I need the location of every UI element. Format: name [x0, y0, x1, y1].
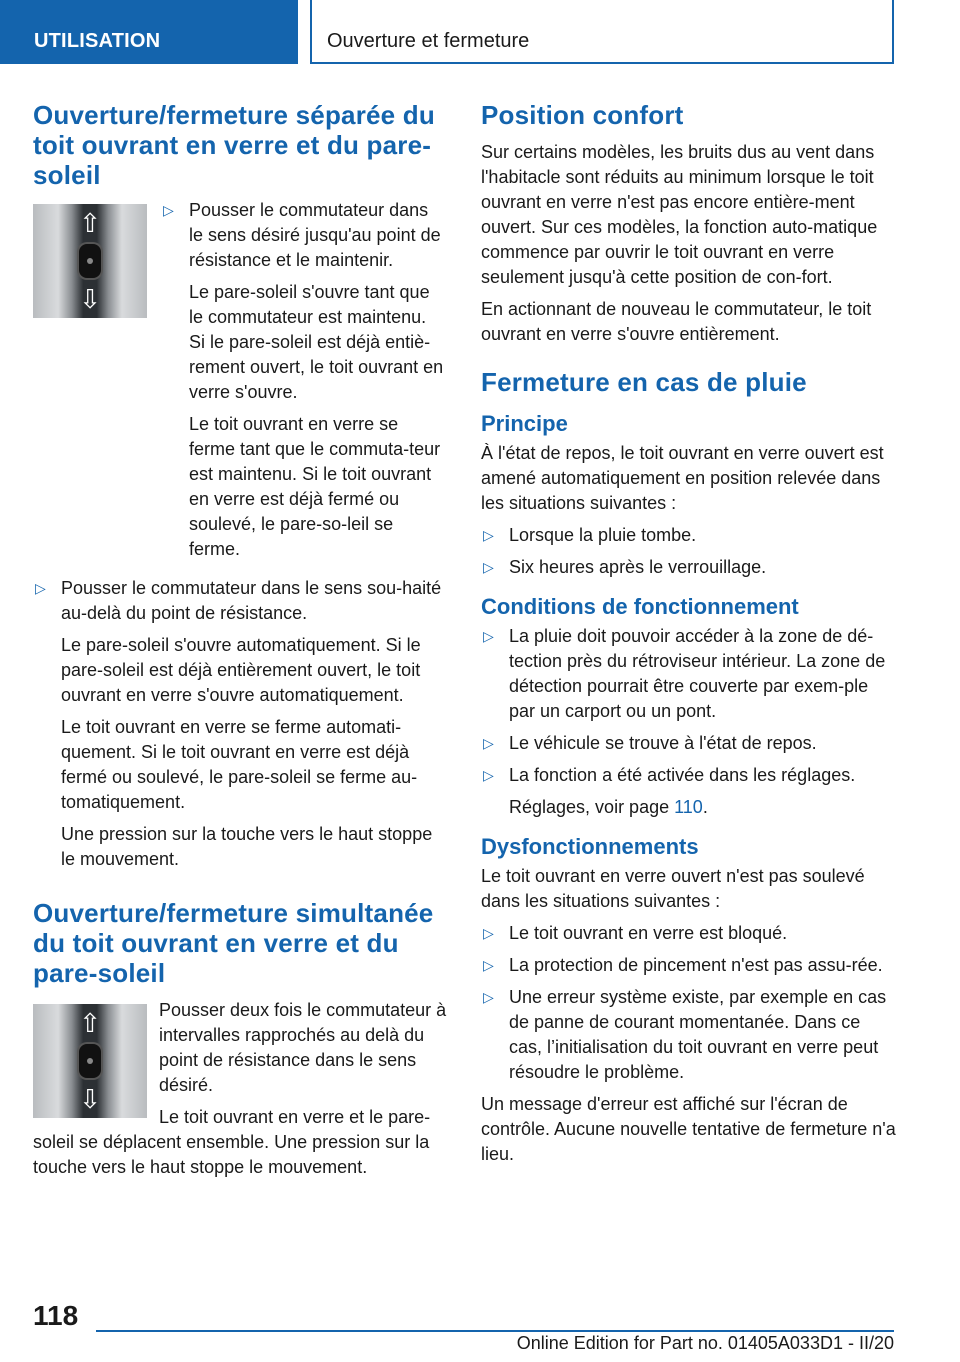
paragraph: Pousser le commutateur dans le sens sou-haité au-delà du point de résistance.	[61, 578, 442, 623]
switch-button-icon	[79, 244, 101, 278]
bullet-triangle-icon: ▷	[35, 580, 46, 596]
list-item	[33, 576, 447, 872]
simultaneous-block	[33, 998, 447, 1180]
subsection-title-principle: Principe	[481, 411, 568, 436]
paragraph: Une pression sur la touche vers le haut stoppe le mouvement.	[61, 824, 433, 869]
arrow-down-icon: ⇩	[79, 1084, 101, 1114]
paragraph: Le toit ouvrant en verre et le pare-soleil se déplacent ensemble. Une pression sur la touche vers le haut stoppe le mouvement.	[33, 1107, 431, 1177]
list-item: ▷ Lorsque la pluie tombe.	[481, 523, 896, 548]
bullet-triangle-icon: ▷	[483, 989, 494, 1005]
paragraph: À l'état de repos, le toit ouvrant en verre ouvert est amené automatiquement en position relevée dans les situations suivantes :	[481, 443, 884, 513]
header-section-label: UTILISATION	[34, 30, 161, 52]
list-item: ▷ Le toit ouvrant en verre est bloqué.	[481, 921, 896, 946]
bullet-triangle-icon: ▷	[483, 559, 494, 575]
header-title-box	[310, 0, 894, 64]
footer-edition: Online Edition for Part no. 01405A033D1 - II/20	[516, 1333, 894, 1353]
paragraph: Un message d'erreur est affiché sur l'écran de contrôle. Aucune nouvelle tentative de fermeture n'a lieu.	[481, 1094, 896, 1164]
subsection-title-malfunctions: Dysfonctionnements	[481, 834, 699, 859]
subsection-title-conditions: Conditions de fonctionnement	[481, 594, 799, 619]
section-title-separate: Ouverture/fermeture séparée du toit ouvrant en verre et du pare-soleil	[33, 100, 435, 190]
bullet-triangle-icon: ▷	[483, 925, 494, 941]
header-title: Ouverture et fermeture	[327, 30, 530, 52]
bullet-triangle-icon: ▷	[483, 628, 494, 644]
bullet-triangle-icon: ▷	[483, 735, 494, 751]
page-reference: Réglages, voir page 110.	[509, 797, 708, 817]
header-section-tab	[0, 0, 298, 64]
list-item: ▷ La fonction a été activée dans les réglages. Réglages, voir page 110.	[481, 763, 896, 820]
paragraph: Le pare-soleil s'ouvre tant que le commutateur est maintenu. Si le pare-soleil est déjà entiè-rement ouvert, le toit ouvrant en verre s'ouvre.	[189, 282, 444, 402]
section-title-comfort: Position confort	[481, 100, 684, 130]
list-item	[161, 198, 447, 569]
roof-switch-image-2	[33, 1004, 147, 1118]
list-item: ▷ Six heures après le verrouillage.	[481, 555, 896, 580]
bullet-triangle-icon: ▷	[483, 767, 494, 783]
list-item: ▷ La pluie doit pouvoir accéder à la zone de dé-tection près du rétroviseur intérieur. La zone de détection pourrait être couverte par exem-ple par un carport ou un pont.	[483, 626, 886, 721]
separate-block	[33, 200, 447, 576]
list-item: ▷ Le véhicule se trouve à l'état de repos.	[481, 731, 896, 756]
footer-divider	[96, 1330, 894, 1332]
arrow-up-icon: ⇧	[79, 208, 101, 238]
right-column	[481, 100, 896, 1174]
paragraph: Le toit ouvrant en verre ouvert n'est pas soulevé dans les situations suivantes :	[481, 866, 865, 911]
arrow-up-icon: ⇧	[79, 1008, 101, 1038]
paragraph: Pousser deux fois le commutateur à intervalles rapprochés au delà du point de résistance dans le sens désiré.	[159, 1000, 447, 1095]
arrow-down-icon: ⇩	[79, 284, 101, 314]
bullet-triangle-icon: ▷	[163, 202, 174, 218]
paragraph: Sur certains modèles, les bruits dus au vent dans l'habitacle sont réduits au minimum lorsque le toit ouvrant en verre n'est pas encore entière-ment ouvert. Sur ces modèles, la fonction auto-matique commence par ouvrir le toit ouvrant en verre seulement jusqu'à cette position de con-fort.	[481, 142, 878, 287]
list-item: ▷ Une erreur système existe, par exemple en cas de panne de courant momentanée. Dans ce cas, l’initialisation du toit ouvrant en verre peut résoudre le problème.	[483, 987, 887, 1082]
left-column	[33, 100, 447, 1187]
page-link[interactable]: 110	[674, 797, 703, 817]
switch-button-icon	[79, 1044, 101, 1078]
paragraph: Le toit ouvrant en verre se ferme tant que le commuta-teur est maintenu. Si le toit ouvrant en verre est déjà fermé ou soulevé, le pare-so-leil se ferme.	[189, 414, 441, 559]
bullet-triangle-icon: ▷	[483, 527, 494, 543]
section-title-rain: Fermeture en cas de pluie	[481, 367, 807, 397]
bullet-triangle-icon: ▷	[483, 957, 494, 973]
roof-switch-image-1	[33, 204, 147, 318]
paragraph: Le toit ouvrant en verre se ferme automati-quement. Si le toit ouvrant en verre est déjà fermé ou soulevé, le pare-soleil se ferme au-tomatiquement.	[61, 717, 418, 812]
list-item: ▷ La protection de pincement n'est pas assu-rée.	[481, 953, 896, 978]
section-title-simultaneous: Ouverture/fermeture simultanée du toit ouvrant en verre et du pare-soleil	[33, 898, 434, 988]
paragraph: Pousser le commutateur dans le sens désiré jusqu'au point de résistance et le maintenir.	[189, 200, 441, 270]
paragraph: Le pare-soleil s'ouvre automatiquement. Si le pare-soleil est déjà entièrement ouvert, le toit ouvrant en verre s'ouvre automatiquement.	[61, 635, 421, 705]
paragraph: En actionnant de nouveau le commutateur, le toit ouvrant en verre s'ouvre entièrement.	[481, 299, 872, 344]
page-number: 118	[33, 1300, 79, 1331]
